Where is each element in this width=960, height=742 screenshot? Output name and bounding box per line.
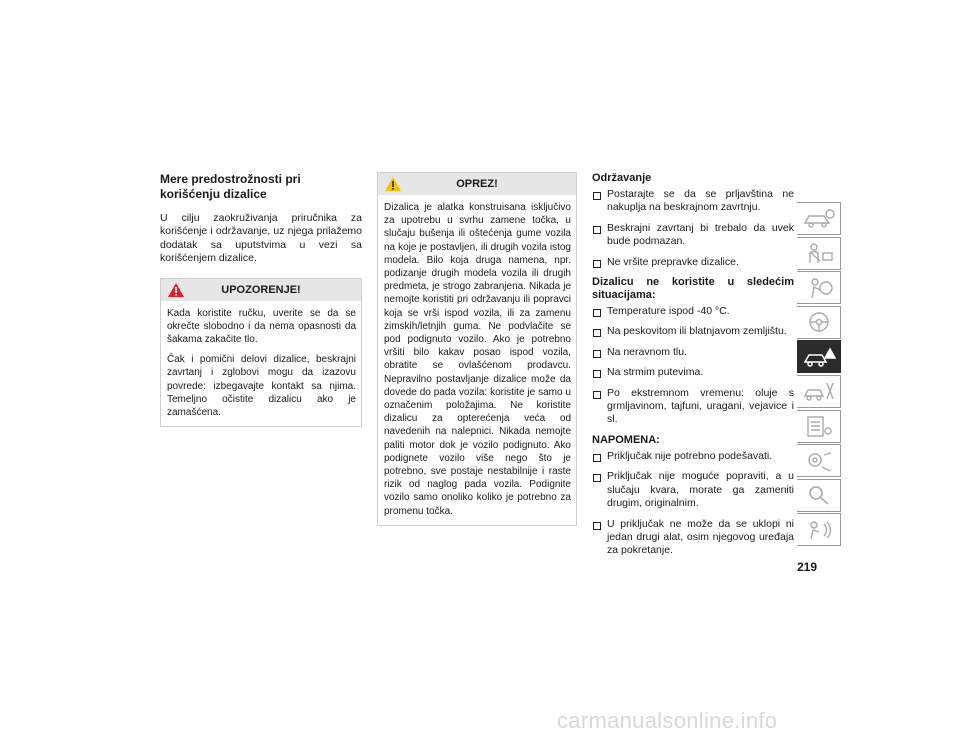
list-item: Na strmim putevima.	[592, 366, 794, 379]
list-item: Priključak nije moguće popraviti, a u slučaju kvara, morate ga zameniti drugim, originalnim.	[592, 470, 794, 510]
caution-box	[377, 172, 577, 526]
multimedia-icon	[802, 518, 836, 542]
technical-data-icon	[802, 449, 836, 473]
list-item: Priključak nije potrebno podešavati.	[592, 450, 794, 463]
list-item: U priključak ne može da se uklopi ni jedan drugi alat, osim njegovog uređaja za pokretanje.	[592, 518, 794, 558]
note-title: NAPOMENA:	[592, 433, 660, 446]
caution-text: Dizalica je alatka konstruisana isključivo za upotrebu u svrhu zamene točka, u slučaju bušenja ili oštećenja gume vozila na koje je postavljen, ili drugih vozila istog modela. Bilo koja druga namena, npr. podizanje drugih modela vozila ili drugih predmeta, je strogo zabranjena. Nikada je nemojte koristiti pri održavanju ili popravci koja se vrši ispod vozila, ili za zamenu zimskih/letnjih guma. Ne podvlačite se pod podignuto vozilo. Ako je potrebno vršiti bilo kakav posao ispod vozila, obratite se ovlašćenom prodavcu. Nepravilno postavljanje dizalice može da dovede do pada vozila: koristite je samo u označenim položajima. Ne koristite dizalicu za opterećenja veća od navedenih na nalepnici. Nikada nemojte paliti motor dok je vozilo podignuto. Ako podignete vozilo više nego što je potrebno, sve postaje nestabilnije i raste rizik od naglog pada vozila. Podignite vozilo samo onoliko koliko je potrebno za promenu točka.	[384, 202, 571, 517]
list-item: Beskrajni zavrtanj bi trebalo da uvek bude podmazan.	[592, 222, 794, 249]
warning-header	[161, 279, 361, 301]
bullet-square-icon	[593, 329, 601, 337]
list-item: Na neravnom tlu.	[592, 346, 794, 359]
tab-maintenance[interactable]	[797, 410, 841, 443]
left-column	[160, 172, 362, 427]
middle-column	[377, 172, 577, 526]
list-item: Temperature ispod -40 °C.	[592, 305, 794, 318]
maintenance-checklist-icon	[802, 414, 836, 438]
tab-service[interactable]	[797, 375, 841, 408]
bullet-square-icon	[593, 454, 601, 462]
tab-index[interactable]	[797, 479, 841, 512]
tab-dashboard[interactable]	[797, 202, 841, 235]
warning-paragraph: Čak i pomični delovi dizalice, beskrajni zavrtanj i zglobovi mogu da izazovu povrede: izbegavajte kontakt sa njima. Temeljno očistite dizalicu ako je zamašćena.	[167, 354, 356, 419]
bullet-square-icon	[593, 350, 601, 358]
tab-driving[interactable]	[797, 306, 841, 339]
bullet-square-icon	[593, 192, 601, 200]
bullet-square-icon	[593, 522, 601, 530]
bullet-square-icon	[593, 391, 601, 399]
emergency-car-jack-icon	[802, 345, 836, 369]
caution-header	[378, 173, 576, 195]
list-item: Na peskovitom ili blatnjavom zemljištu.	[592, 325, 794, 338]
right-column	[592, 172, 794, 565]
watermark: carmanualsonline.info	[557, 708, 778, 733]
intro-text: U cilju zaokruživanja priručnika za korišćenje i održavanje, uz njega prilažemo dodatak sa uputstvima u vezi sa korišćenjem dizalice.	[160, 212, 362, 265]
airbag-person-icon	[802, 276, 836, 300]
car-service-icon	[802, 379, 836, 403]
tab-emergency[interactable]	[797, 340, 841, 373]
warning-body	[161, 301, 361, 427]
tab-technical[interactable]	[797, 444, 841, 477]
index-search-icon	[802, 483, 836, 507]
tab-multimedia[interactable]	[797, 513, 841, 546]
warning-triangle-icon	[167, 282, 185, 298]
list-item: Postarajte se da se prljavština ne nakuplja na beskrajnom zavrtnju.	[592, 188, 794, 215]
tab-safety[interactable]	[797, 237, 841, 270]
bullet-square-icon	[593, 260, 601, 268]
steering-wheel-icon	[802, 310, 836, 334]
section-title: Mere predostrožnosti pri korišćenju dizalice	[160, 172, 301, 201]
warning-box	[160, 278, 362, 428]
list-item: Po ekstremnom vremenu: oluje s grmljavinom, tajfuni, uragani, vejavice i sl.	[592, 387, 794, 427]
caution-title: OPREZ!	[456, 178, 498, 190]
seat-belt-icon	[802, 241, 836, 265]
warning-title: UPOZORENJE!	[221, 283, 301, 296]
warning-paragraph: Kada koristite ručku, uverite se da se okrečte slobodno i da nema opasnosti da šakama zakačite tlo.	[167, 307, 356, 346]
page-number: 219	[797, 560, 818, 574]
tab-airbag[interactable]	[797, 271, 841, 304]
chapter-tabs	[797, 202, 841, 548]
maintenance-title: Održavanje	[592, 172, 652, 184]
list-item: Ne vršite prepravke dizalice.	[592, 256, 794, 269]
bullet-square-icon	[593, 309, 601, 317]
bullet-square-icon	[593, 474, 601, 482]
bullet-square-icon	[593, 370, 601, 378]
dashboard-car-icon	[802, 207, 836, 231]
caution-body	[378, 195, 576, 525]
caution-triangle-icon	[384, 176, 402, 192]
situations-title: Dizalicu ne koristite u sledećim situacijama:	[592, 276, 794, 302]
bullet-square-icon	[593, 226, 601, 234]
